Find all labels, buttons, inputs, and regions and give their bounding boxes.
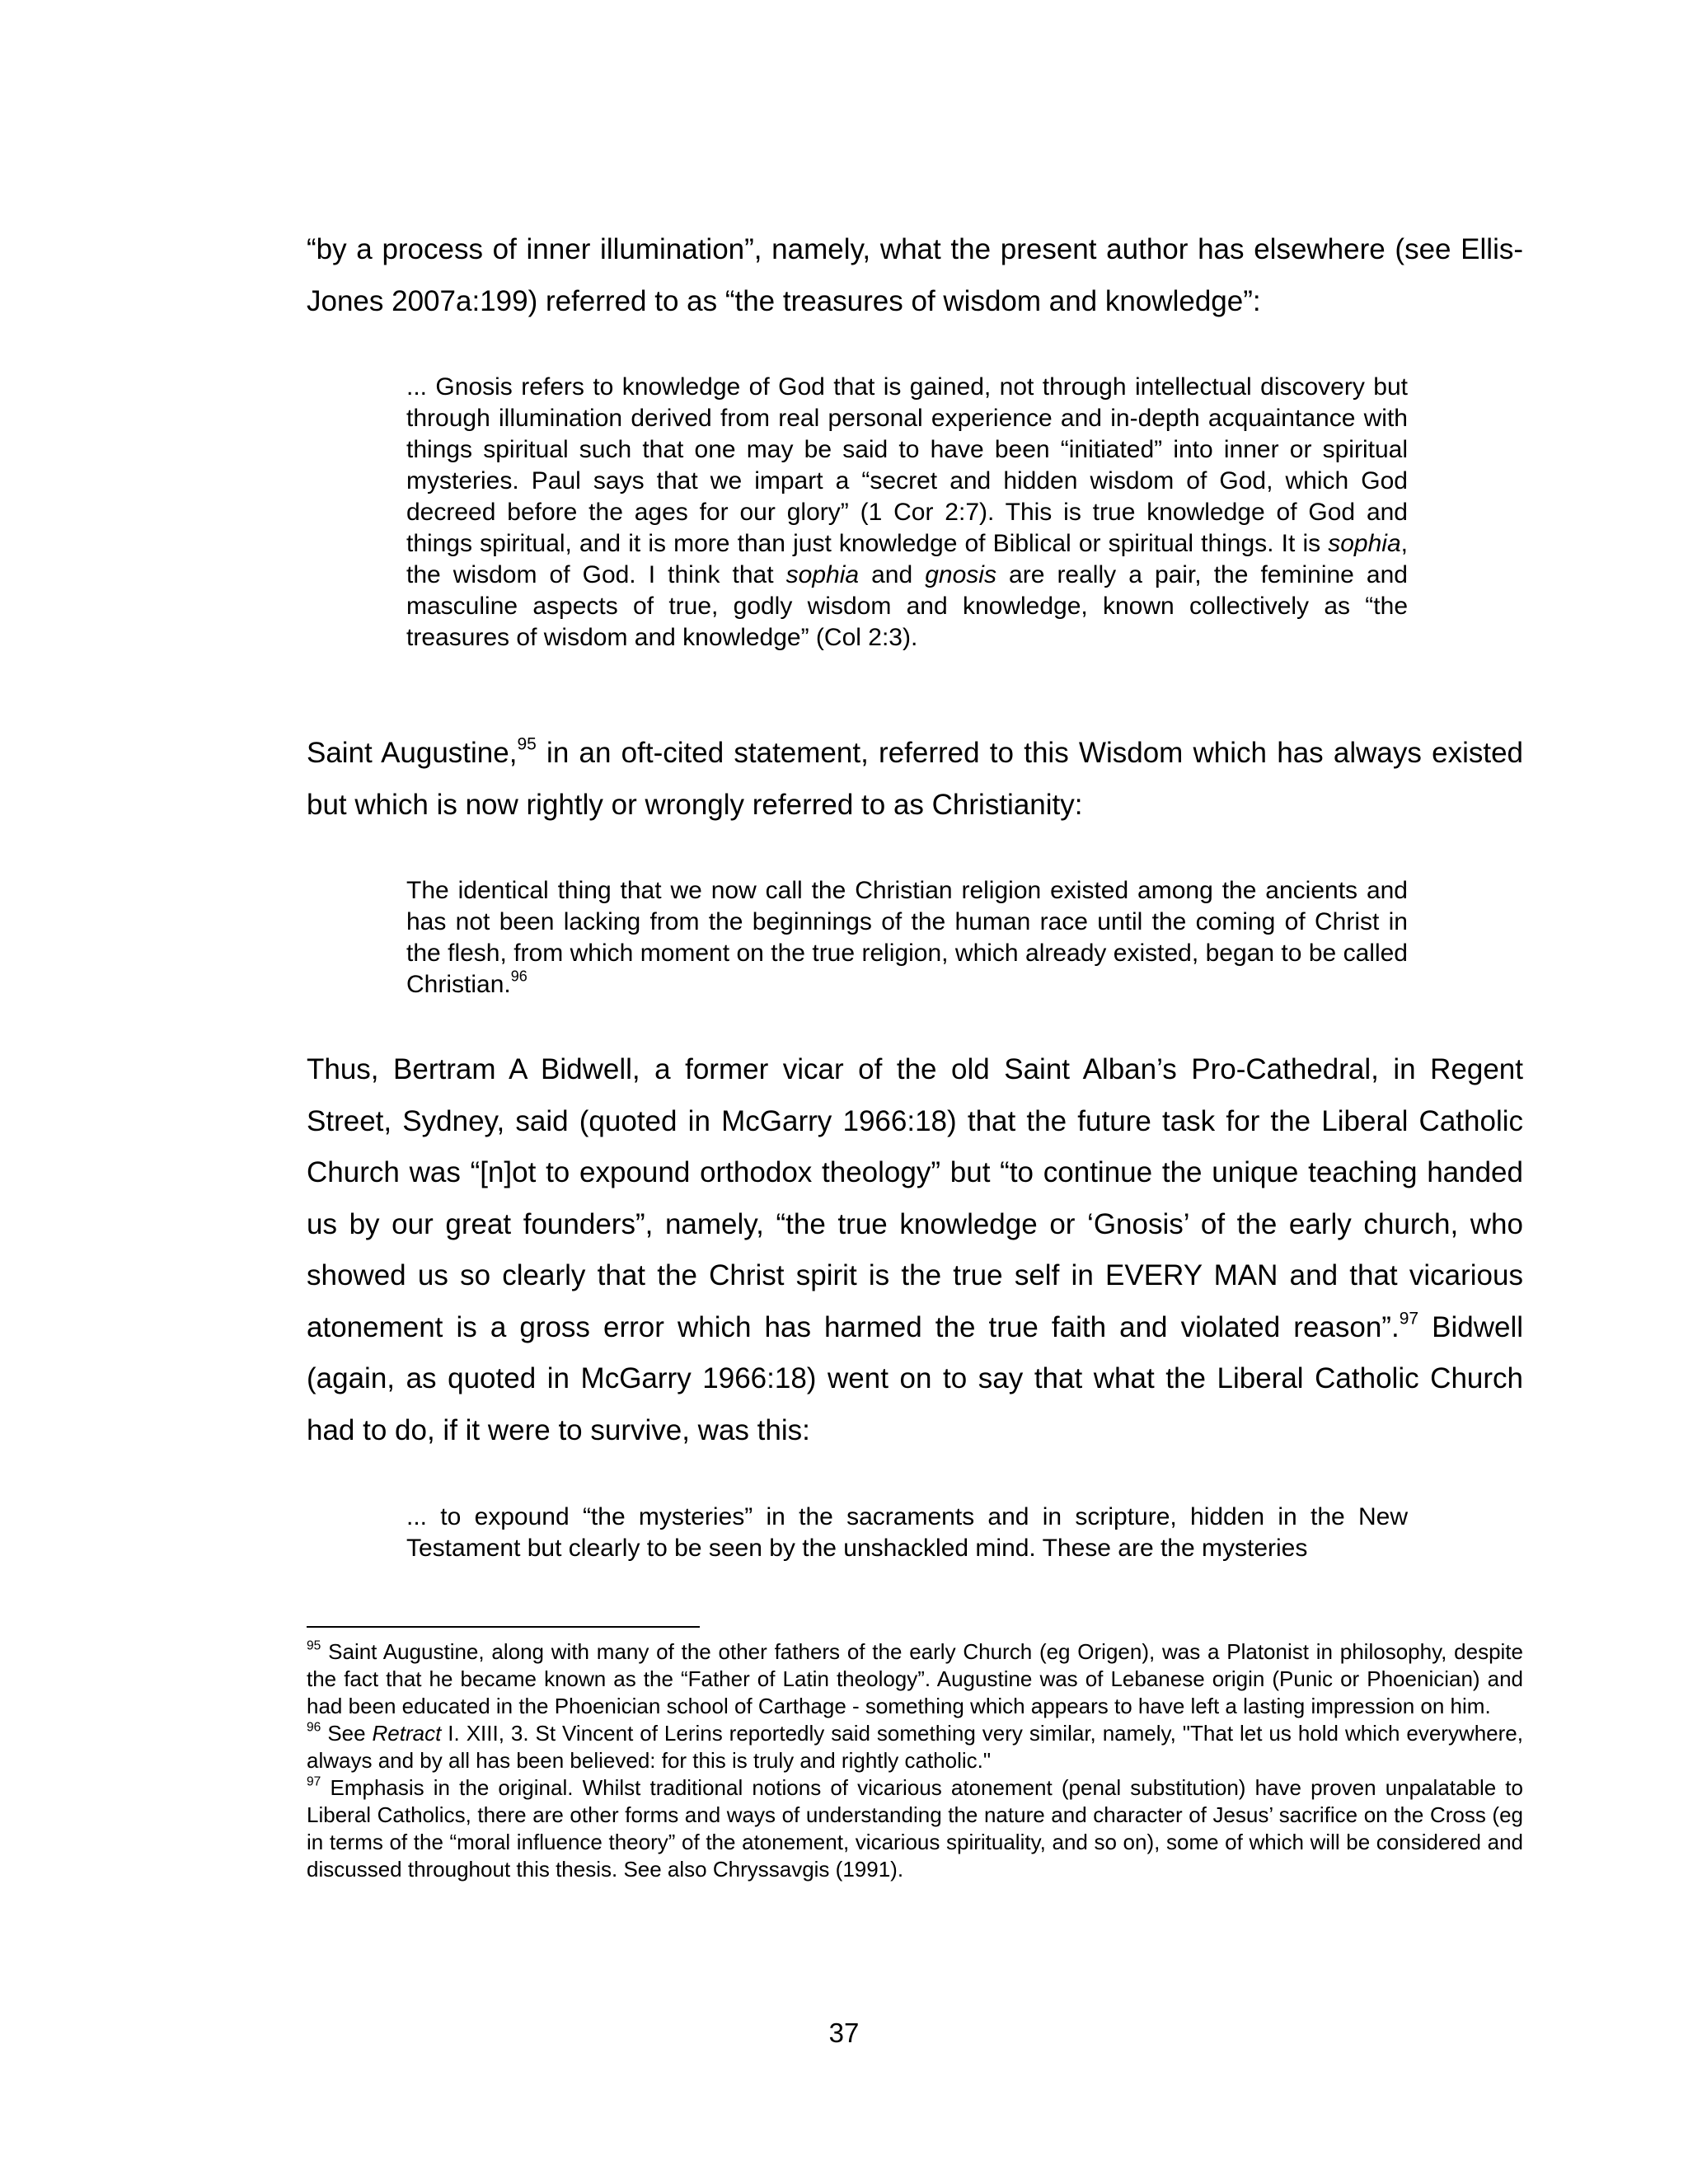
footnote-text: Emphasis in the original. Whilst traditional notions of vicarious atonement (penal substitution) have proven unpalatable to Liberal Catholics, there are other forms and ways of understanding the nature and character of Jesus’ sacrifice on the Cross (eg in terms of the “moral influence theory” of the atonement, vicarious spirituality, and so on), some of which will be considered and discussed throughout this thesis. See also Chryssavgis (1991). xyxy=(307,1775,1523,1882)
italic-title-retract: Retract xyxy=(372,1721,442,1746)
italic-term-sophia: sophia xyxy=(1328,530,1401,557)
paragraph-text: Bidwell (again, as quoted in McGarry 1966:18) went on to say that what the Liberal Catholic Church had to do, if it were to survive, was this: xyxy=(307,1310,1523,1446)
block-quote-augustine xyxy=(406,875,1408,1001)
footnote-number: 96 xyxy=(307,1720,321,1735)
quote-text: and xyxy=(859,561,926,588)
italic-term-sophia: sophia xyxy=(785,561,860,588)
paragraph-text: in an oft-cited statement, referred to this Wisdom which has always existed but which is now rightly or wrongly referred to as Christianity: xyxy=(307,737,1523,821)
block-quote-mysteries: ... to expound “the mysteries” in the sacraments and in scripture, hidden in the New Testament but clearly to be seen by the unshackled mind. These are the mysteries xyxy=(406,1503,1408,1562)
quote-text: are really a pair, the feminine and masculine aspects of true, godly wisdom and knowledge, known collectively as “the treasures of wisdom and knowledge” (Col 2:3). xyxy=(406,561,1408,651)
footnote-text: See xyxy=(321,1721,373,1746)
footnote-number: 97 xyxy=(307,1774,321,1789)
footnote-95 xyxy=(307,1638,1523,1720)
footnote-96 xyxy=(307,1720,1523,1774)
paragraph-text: Thus, Bertram A Bidwell, a former vicar of the old Saint Alban’s Pro-Cathedral, in Regent Street, Sydney, said (quoted in McGarry 1966:18) that the future task for the Liberal Catholic Church was “[n]ot to expound orthodox theology” but “to continue the unique teaching handed us by our great founders”, namely, “the true knowledge or ‘Gnosis’ of the early church, who showed us so clearly that the Christ spirit is the true self in EVERY MAN and that vicarious atonement is a gross error which has harmed the true faith and violated reason”. xyxy=(307,1053,1523,1343)
footnote-text: I. XIII, 3. St Vincent of Lerins reportedly said something very similar, namely, "That let us hold which everywhere, always and by all has been believed: for this is truly and rightly catholic." xyxy=(307,1721,1523,1773)
footnote-separator xyxy=(307,1626,700,1628)
quote-text: The identical thing that we now call the Christian religion existed among the ancients and has not been lacking from the beginnings of the human race until the coming of Christ in the flesh, from which moment on the true religion, which already existed, began to be called Christian. xyxy=(406,877,1408,998)
footnote-ref-96[interactable]: 96 xyxy=(510,968,528,985)
footnote-text: Saint Augustine, along with many of the other fathers of the early Church (eg Origen), was a Platonist in philosophy, despite the fact that he became known as the “Father of Latin theology”. Augustine was of Lebanese origin (Punic or Phoenician) and had been educated in the Phoenician school of Carthage - something which appears to have left a lasting impression on him. xyxy=(307,1639,1523,1718)
body-paragraph-3 xyxy=(307,1044,1523,1456)
italic-term-gnosis: gnosis xyxy=(925,561,996,588)
body-paragraph-1: “by a process of inner illumination”, namely, what the present author has elsewhere (see Ellis-Jones 2007a:199) referred to as “the treasures of wisdom and knowledge”: xyxy=(307,233,1523,317)
footnote-97 xyxy=(307,1774,1523,1883)
footnotes xyxy=(307,1638,1523,1883)
body-paragraph-2 xyxy=(307,728,1523,831)
footnote-ref-97[interactable]: 97 xyxy=(1399,1308,1419,1328)
footnote-ref-95[interactable]: 95 xyxy=(517,734,537,754)
block-quote-gnosis xyxy=(406,372,1408,654)
footnote-number: 95 xyxy=(307,1638,321,1653)
quote-text: , the wisdom of God. I think that xyxy=(406,530,1408,588)
quote-text: ... Gnosis refers to knowledge of God that is gained, not through intellectual discovery but through illumination derived from real personal experience and in-depth acquaintance with things spiritual such that one may be said to have been “initiated” into inner or spiritual mysteries. Paul says that we impart a “secret and hidden wisdom of God, which God decreed before the ages for our glory” (1 Cor 2:7). This is true knowledge of God and things spiritual, and it is more than just knowledge of Biblical or spiritual things. It is xyxy=(406,373,1408,557)
paragraph-text: Saint Augustine, xyxy=(307,737,518,769)
page-number: 37 xyxy=(828,2018,860,2048)
